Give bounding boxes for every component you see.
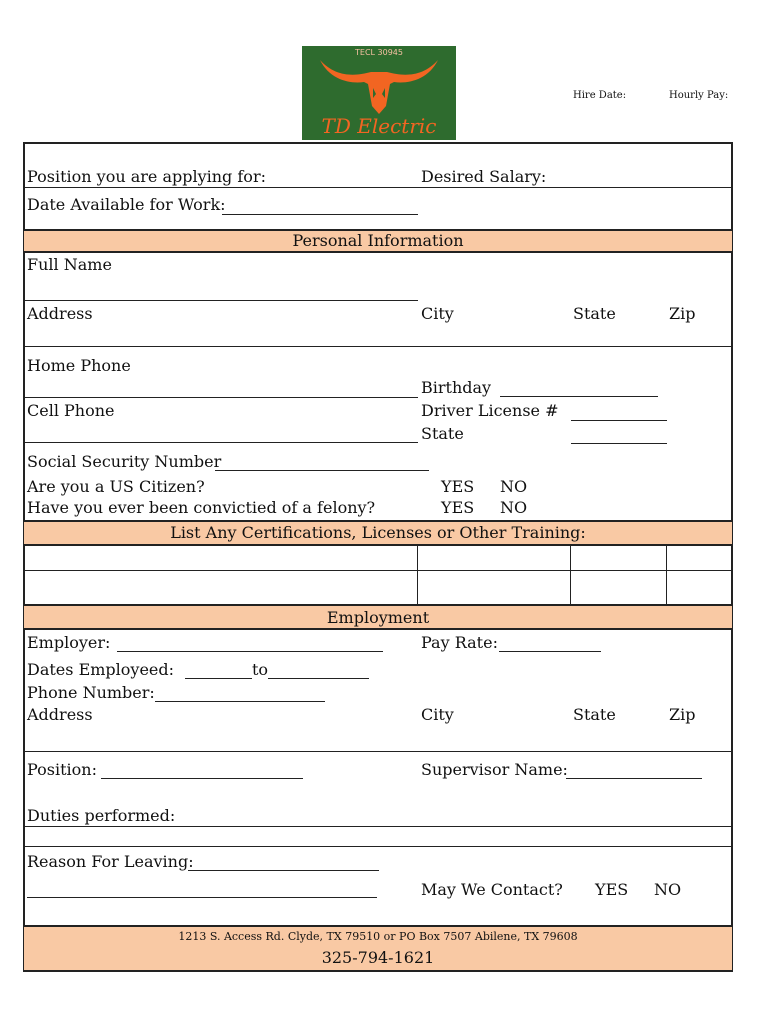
home-phone-label: Home Phone	[27, 356, 131, 375]
position-label: Position you are applying for:	[27, 167, 266, 186]
pay-rate-label: Pay Rate:	[421, 633, 498, 652]
longhorn-icon	[316, 54, 442, 116]
cert-column-line	[417, 546, 418, 604]
dl-state-line[interactable]	[571, 443, 667, 444]
employer-address-label: Address	[27, 705, 93, 724]
supervisor-label: Supervisor Name:	[421, 760, 568, 779]
divider	[24, 826, 732, 827]
duties-label: Duties performed:	[27, 806, 176, 825]
felony-yes[interactable]: YES	[441, 498, 475, 517]
cell-phone-line[interactable]	[24, 442, 418, 443]
position-held-label: Position:	[27, 760, 97, 779]
full-name-line[interactable]	[24, 300, 418, 301]
desired-salary-label: Desired Salary:	[421, 167, 547, 186]
dates-to-line[interactable]	[268, 678, 369, 679]
personal-info-heading: Personal Information	[24, 229, 732, 253]
reason-leaving-line[interactable]	[188, 870, 379, 871]
employer-label: Employer:	[27, 633, 111, 652]
pay-rate-line[interactable]	[499, 651, 601, 652]
ssn-label: Social Security Number	[27, 452, 222, 471]
may-contact-yes[interactable]: YES	[595, 880, 629, 899]
employer-zip-label: Zip	[669, 705, 696, 724]
employer-state-label: State	[573, 705, 616, 724]
date-available-label: Date Available for Work:	[27, 195, 226, 214]
divider	[24, 751, 732, 752]
company-logo	[302, 46, 456, 140]
birthday-line[interactable]	[500, 396, 658, 397]
form-frame	[23, 142, 733, 972]
footer-phone: 325-794-1621	[24, 947, 732, 972]
phone-number-line[interactable]	[155, 701, 325, 702]
hourly-pay-label: Hourly Pay:	[669, 90, 729, 101]
divider	[24, 846, 732, 847]
employer-line[interactable]	[117, 651, 383, 652]
logo-license-text: TECL 30945	[355, 48, 403, 57]
hire-date-label: Hire Date:	[573, 90, 627, 101]
dates-to-label: to	[252, 660, 269, 679]
citizen-question: Are you a US Citizen?	[27, 477, 205, 496]
date-available-line[interactable]	[222, 214, 418, 215]
birthday-label: Birthday	[421, 378, 492, 397]
state-label: State	[573, 304, 616, 323]
full-name-label: Full Name	[27, 255, 112, 274]
cert-row-line	[24, 570, 732, 571]
reason-leaving-line-2[interactable]	[27, 897, 377, 898]
certifications-heading: List Any Certifications, Licenses or Other Training:	[24, 520, 732, 546]
divider	[24, 346, 732, 347]
address-label: Address	[27, 304, 93, 323]
footer-address: 1213 S. Access Rd. Clyde, TX 79510 or PO Box 7507 Abilene, TX 79608	[24, 925, 732, 949]
cert-column-line	[666, 546, 667, 604]
divider	[24, 187, 732, 188]
employment-heading: Employment	[24, 604, 732, 630]
dates-from-line[interactable]	[185, 678, 252, 679]
may-contact-no[interactable]: NO	[654, 880, 682, 899]
dates-employed-label: Dates Employeed:	[27, 660, 175, 679]
city-label: City	[421, 304, 454, 323]
driver-license-line[interactable]	[571, 420, 667, 421]
zip-label: Zip	[669, 304, 696, 323]
cell-phone-label: Cell Phone	[27, 401, 115, 420]
cert-column-line	[570, 546, 571, 604]
felony-no[interactable]: NO	[500, 498, 528, 517]
driver-license-label: Driver License #	[421, 401, 559, 420]
citizen-no[interactable]: NO	[500, 477, 528, 496]
may-contact-label: May We Contact?	[421, 880, 563, 899]
position-held-line[interactable]	[101, 778, 303, 779]
dl-state-label: State	[421, 424, 464, 443]
ssn-line[interactable]	[215, 470, 429, 471]
phone-number-label: Phone Number:	[27, 683, 155, 702]
employer-city-label: City	[421, 705, 454, 724]
reason-leaving-label: Reason For Leaving:	[27, 852, 194, 871]
felony-question: Have you ever been convictied of a felony?	[27, 498, 376, 517]
logo-script-text: TD Electric	[321, 114, 437, 138]
citizen-yes[interactable]: YES	[441, 477, 475, 496]
supervisor-line[interactable]	[566, 778, 702, 779]
home-phone-line[interactable]	[24, 397, 418, 398]
